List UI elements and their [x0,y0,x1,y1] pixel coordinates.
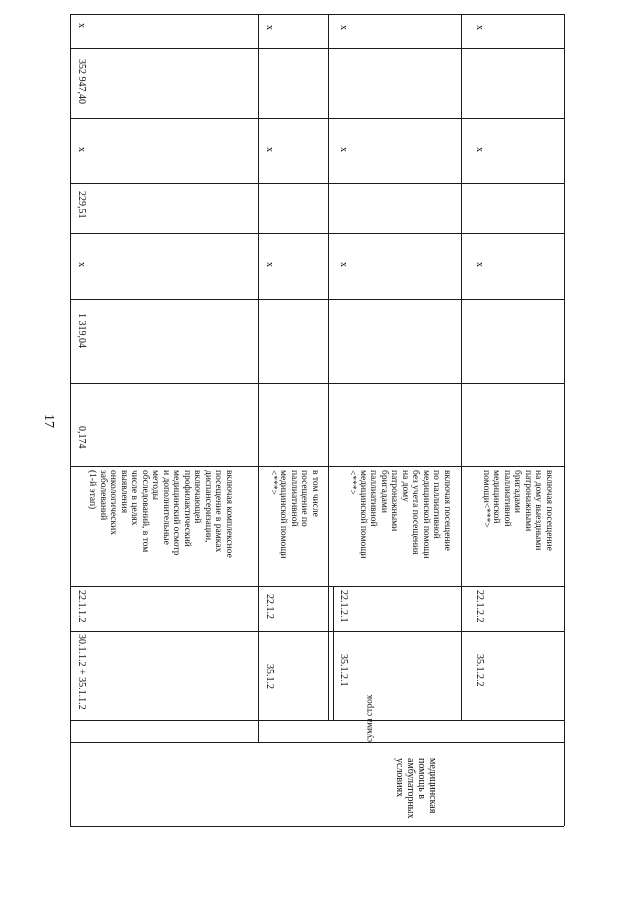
page-number: 17 [41,414,56,428]
row-value-5: x [474,147,485,152]
row-divider-3 [461,14,462,720]
table-border-top [70,14,564,15]
col-divider-9 [70,631,564,632]
table-border-bottom [70,826,564,827]
group-label: медицинская помощь в амбулаторных условиях [394,758,438,819]
row-value-2: 1 319,04 [76,313,87,348]
row-formula: 35.1.2.1 [338,654,349,687]
row-name: включая посещение по паллиативной медицинской помощи без учета посещения на дому патронажными бригадами паллиативной медицинской помощи <***> [347,470,452,559]
sum-label: сумма строк [364,694,374,742]
row-name: включая комплексное посещение в рамках диспансеризации, включающей профилактический медицинский осмотр и дополнительные методы обследований, в том числе в целях выявления онкологических заболеваний (1-й этап) [87,470,234,558]
table-border-left [70,14,71,826]
row-name: в том числе посещение по паллиативной медицинской помощи <***> [268,470,320,559]
row-value-3: x [76,262,87,267]
col-divider-10 [70,720,564,721]
row-value-7: x [474,25,485,30]
row-value-3: x [338,262,349,267]
inner-divider [333,586,334,720]
row-code: 22.1.2.1 [338,590,349,623]
col-divider-3 [70,183,564,184]
row-code: 22.1.2 [264,594,275,619]
row-formula: 35.1.2.2 [474,654,485,687]
row-value-3: x [474,262,485,267]
row-divider-2 [328,14,329,720]
row-value-7: x [76,23,87,28]
row-formula: 30.1.1.2 + 35.1.1.2 [76,634,87,710]
row-code: 22.1.1.2 [76,590,87,623]
row-name: включая посещение на дому выездными патронажными бригадами паллиативной медицинской помощи<***> [481,470,554,551]
col-divider-8 [70,586,564,587]
row-value-5: x [76,147,87,152]
row-value-5: x [338,147,349,152]
row-value-7: x [264,25,275,30]
table-border-right [564,14,565,826]
col-divider-5 [70,299,564,300]
row-code: 22.1.2.2 [474,590,485,623]
row-value-5: x [264,147,275,152]
col-divider-4 [70,233,564,234]
col-divider-6 [70,383,564,384]
row-value-1: 0,174 [76,426,87,449]
col-divider-2 [70,118,564,119]
col-divider-7 [70,466,564,467]
row-divider-1 [258,14,259,742]
row-value-6: 352 947,40 [76,59,87,104]
row-formula: 35.1.2 [264,664,275,689]
col-divider-1 [70,48,564,49]
col-divider-11 [70,742,564,743]
row-value-4: 229,51 [76,191,87,219]
row-value-3: x [264,262,275,267]
row-value-7: x [338,25,349,30]
